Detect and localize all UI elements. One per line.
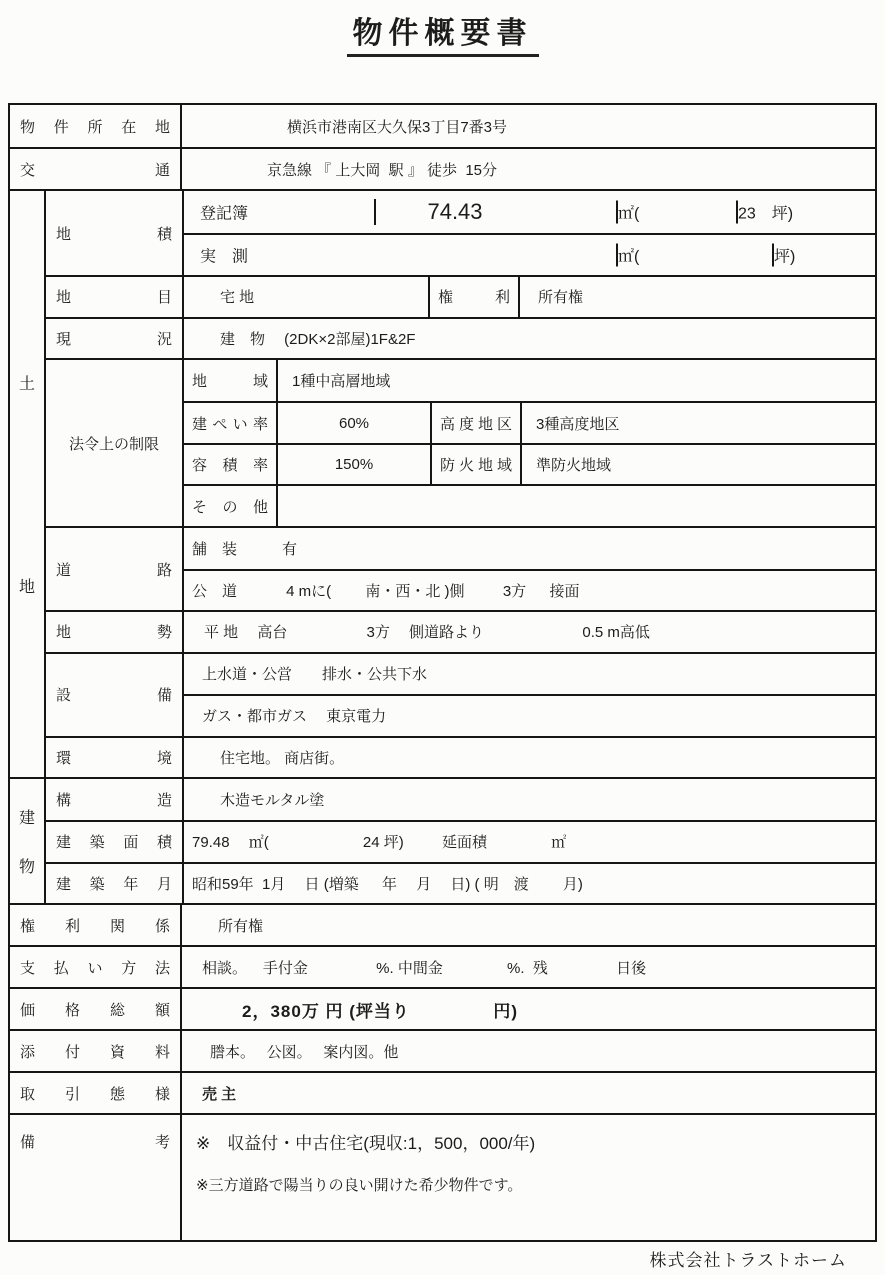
row-menseki (46, 820, 875, 861)
row-kenri-kankei (10, 903, 875, 945)
chiseki-label: 地積 (56, 225, 172, 243)
bouka-label: 防火地域 (430, 445, 520, 485)
row-genkyo (46, 317, 875, 359)
land-group-label: 土 地 (18, 376, 35, 596)
jissoku-tsubo: 坪) (772, 244, 795, 267)
torihiki-value: 売 主 (180, 1073, 875, 1113)
row-tempu (10, 1029, 875, 1071)
genkyo-value: 建 物 (2DK×2部屋)1F&2F (182, 319, 875, 359)
building-group-label: 建 物 (18, 810, 35, 876)
sonota-value (276, 486, 875, 526)
row-jissoku (184, 233, 875, 275)
row-kouzou (46, 779, 875, 820)
shiharai-value: 相談。 手付金 %. 中間金 %. 残 日後 (180, 947, 875, 987)
chiiki-value: 1種中高層地域 (276, 360, 875, 401)
nengetsu-label: 建築年月 (56, 875, 172, 893)
yoseki-value: 150% (276, 445, 430, 485)
tempu-value: 謄本。 公図。 案内図。他 (180, 1031, 875, 1071)
kouzou-label: 構造 (56, 792, 172, 810)
tokibo-tsubo: 23 坪) (736, 201, 793, 224)
kouzou-value: 木造モルタル塗 (182, 779, 875, 820)
company-name: 株式会社トラストホーム (649, 1251, 847, 1270)
transport-label: 交通 (20, 161, 170, 179)
row-setsubi (46, 652, 875, 736)
row-chiiki (184, 360, 875, 401)
row-chisei (46, 610, 875, 652)
row-horei (46, 358, 875, 526)
horei-rows (182, 360, 875, 526)
chimoku-value: 宅 地 (182, 277, 428, 317)
sonota-label: その他 (192, 498, 268, 516)
chiseki-rows (182, 191, 875, 275)
row-kenpei (184, 401, 875, 443)
bouka-value: 準防火地域 (520, 445, 875, 485)
property-table (8, 103, 877, 1242)
chimoku-label: 地目 (56, 289, 172, 307)
koudo-value: 3種高度地区 (520, 403, 875, 443)
tokibo-label: 登記簿 (200, 205, 249, 223)
kenri-kankei-label: 権利関係 (20, 917, 170, 935)
kenri-label: 権利 (428, 277, 518, 317)
biko-label: 備考 (20, 1134, 170, 1151)
row-yoseki (184, 443, 875, 485)
douro-rows (182, 528, 875, 610)
row-sonota (184, 484, 875, 526)
koudou-value: 公 道 4 mに( 南・西・北 )側 3方 接面 (192, 582, 580, 600)
menseki-value: 79.48 ㎡( 24 坪) 延面積 ㎡ (182, 822, 875, 861)
row-douro (46, 526, 875, 610)
hosou-value: 舗 装 有 (192, 540, 298, 558)
tokibo-area: 74.43 (374, 199, 534, 225)
kenri-value: 所有権 (518, 277, 875, 317)
row-shiharai (10, 945, 875, 987)
transport-value: 京急線 『 上大岡 駅 』 徒歩 15分 (180, 149, 875, 189)
location-value: 横浜市港南区大久保3丁目7番3号 (180, 105, 875, 147)
genkyo-label: 現況 (56, 330, 172, 348)
row-kankyo (46, 736, 875, 778)
row-chiseki (46, 191, 875, 275)
kenpei-label: 建ぺい率 (192, 415, 268, 433)
jissoku-unit: ㎡( (616, 244, 639, 267)
section-building (10, 777, 875, 903)
setsubi-line2: ガス・都市ガス 東京電力 (202, 708, 387, 726)
setsubi-rows (182, 654, 875, 736)
row-kakaku (10, 987, 875, 1029)
page-title-text: 物件概要書 (347, 8, 539, 57)
kankyo-label: 環境 (56, 749, 172, 767)
kakaku-value: 2，380万 円 (坪当り 円) (180, 989, 875, 1029)
row-torihiki (10, 1071, 875, 1113)
jissoku-label: 実 測 (200, 248, 249, 266)
chisei-value: 平 地 高台 3方 側道路より 0.5 m高低 (182, 612, 875, 652)
row-biko (10, 1113, 875, 1240)
horei-label: 法令上の制限 (68, 435, 159, 453)
building-rows (44, 779, 875, 903)
chisei-label: 地勢 (56, 624, 172, 642)
row-chimoku (46, 275, 875, 317)
torihiki-label: 取引態様 (20, 1085, 170, 1103)
menseki-label: 建築面積 (56, 834, 172, 852)
setsubi-label: 設備 (56, 687, 172, 704)
land-rows (44, 191, 875, 777)
tokibo-unit: ㎡( (616, 201, 639, 224)
location-label: 物件所在地 (20, 118, 170, 136)
section-land (10, 189, 875, 777)
row-tokibo (184, 191, 875, 233)
kakaku-label: 価格総額 (20, 1001, 170, 1019)
tempu-label: 添付資料 (20, 1043, 170, 1061)
nengetsu-value: 昭和59年 1月 日 (増築 年 月 日) ( 明 渡 月) (182, 864, 875, 903)
kankyo-value: 住宅地。 商店街。 (182, 738, 875, 778)
shiharai-label: 支払い方法 (20, 959, 170, 977)
setsubi-line1: 上水道・公営 排水・公共下水 (202, 666, 428, 684)
row-transport (10, 147, 875, 189)
chiiki-label: 地域 (192, 373, 268, 391)
row-location (10, 105, 875, 147)
yoseki-label: 容積率 (192, 457, 268, 475)
koudo-label: 高度地区 (430, 403, 520, 443)
kenpei-value: 60% (276, 403, 430, 443)
douro-label: 道路 (56, 561, 172, 579)
biko-line1: ※ 収益付・中古住宅(現収:1，500，000/年) (196, 1134, 536, 1153)
biko-line2: ※三方道路で陽当りの良い開けた希少物件です。 (196, 1177, 523, 1194)
biko-value (180, 1115, 875, 1240)
row-nengetsu (46, 862, 875, 903)
kenri-kankei-value: 所有権 (180, 905, 875, 945)
page-title (0, 8, 885, 57)
